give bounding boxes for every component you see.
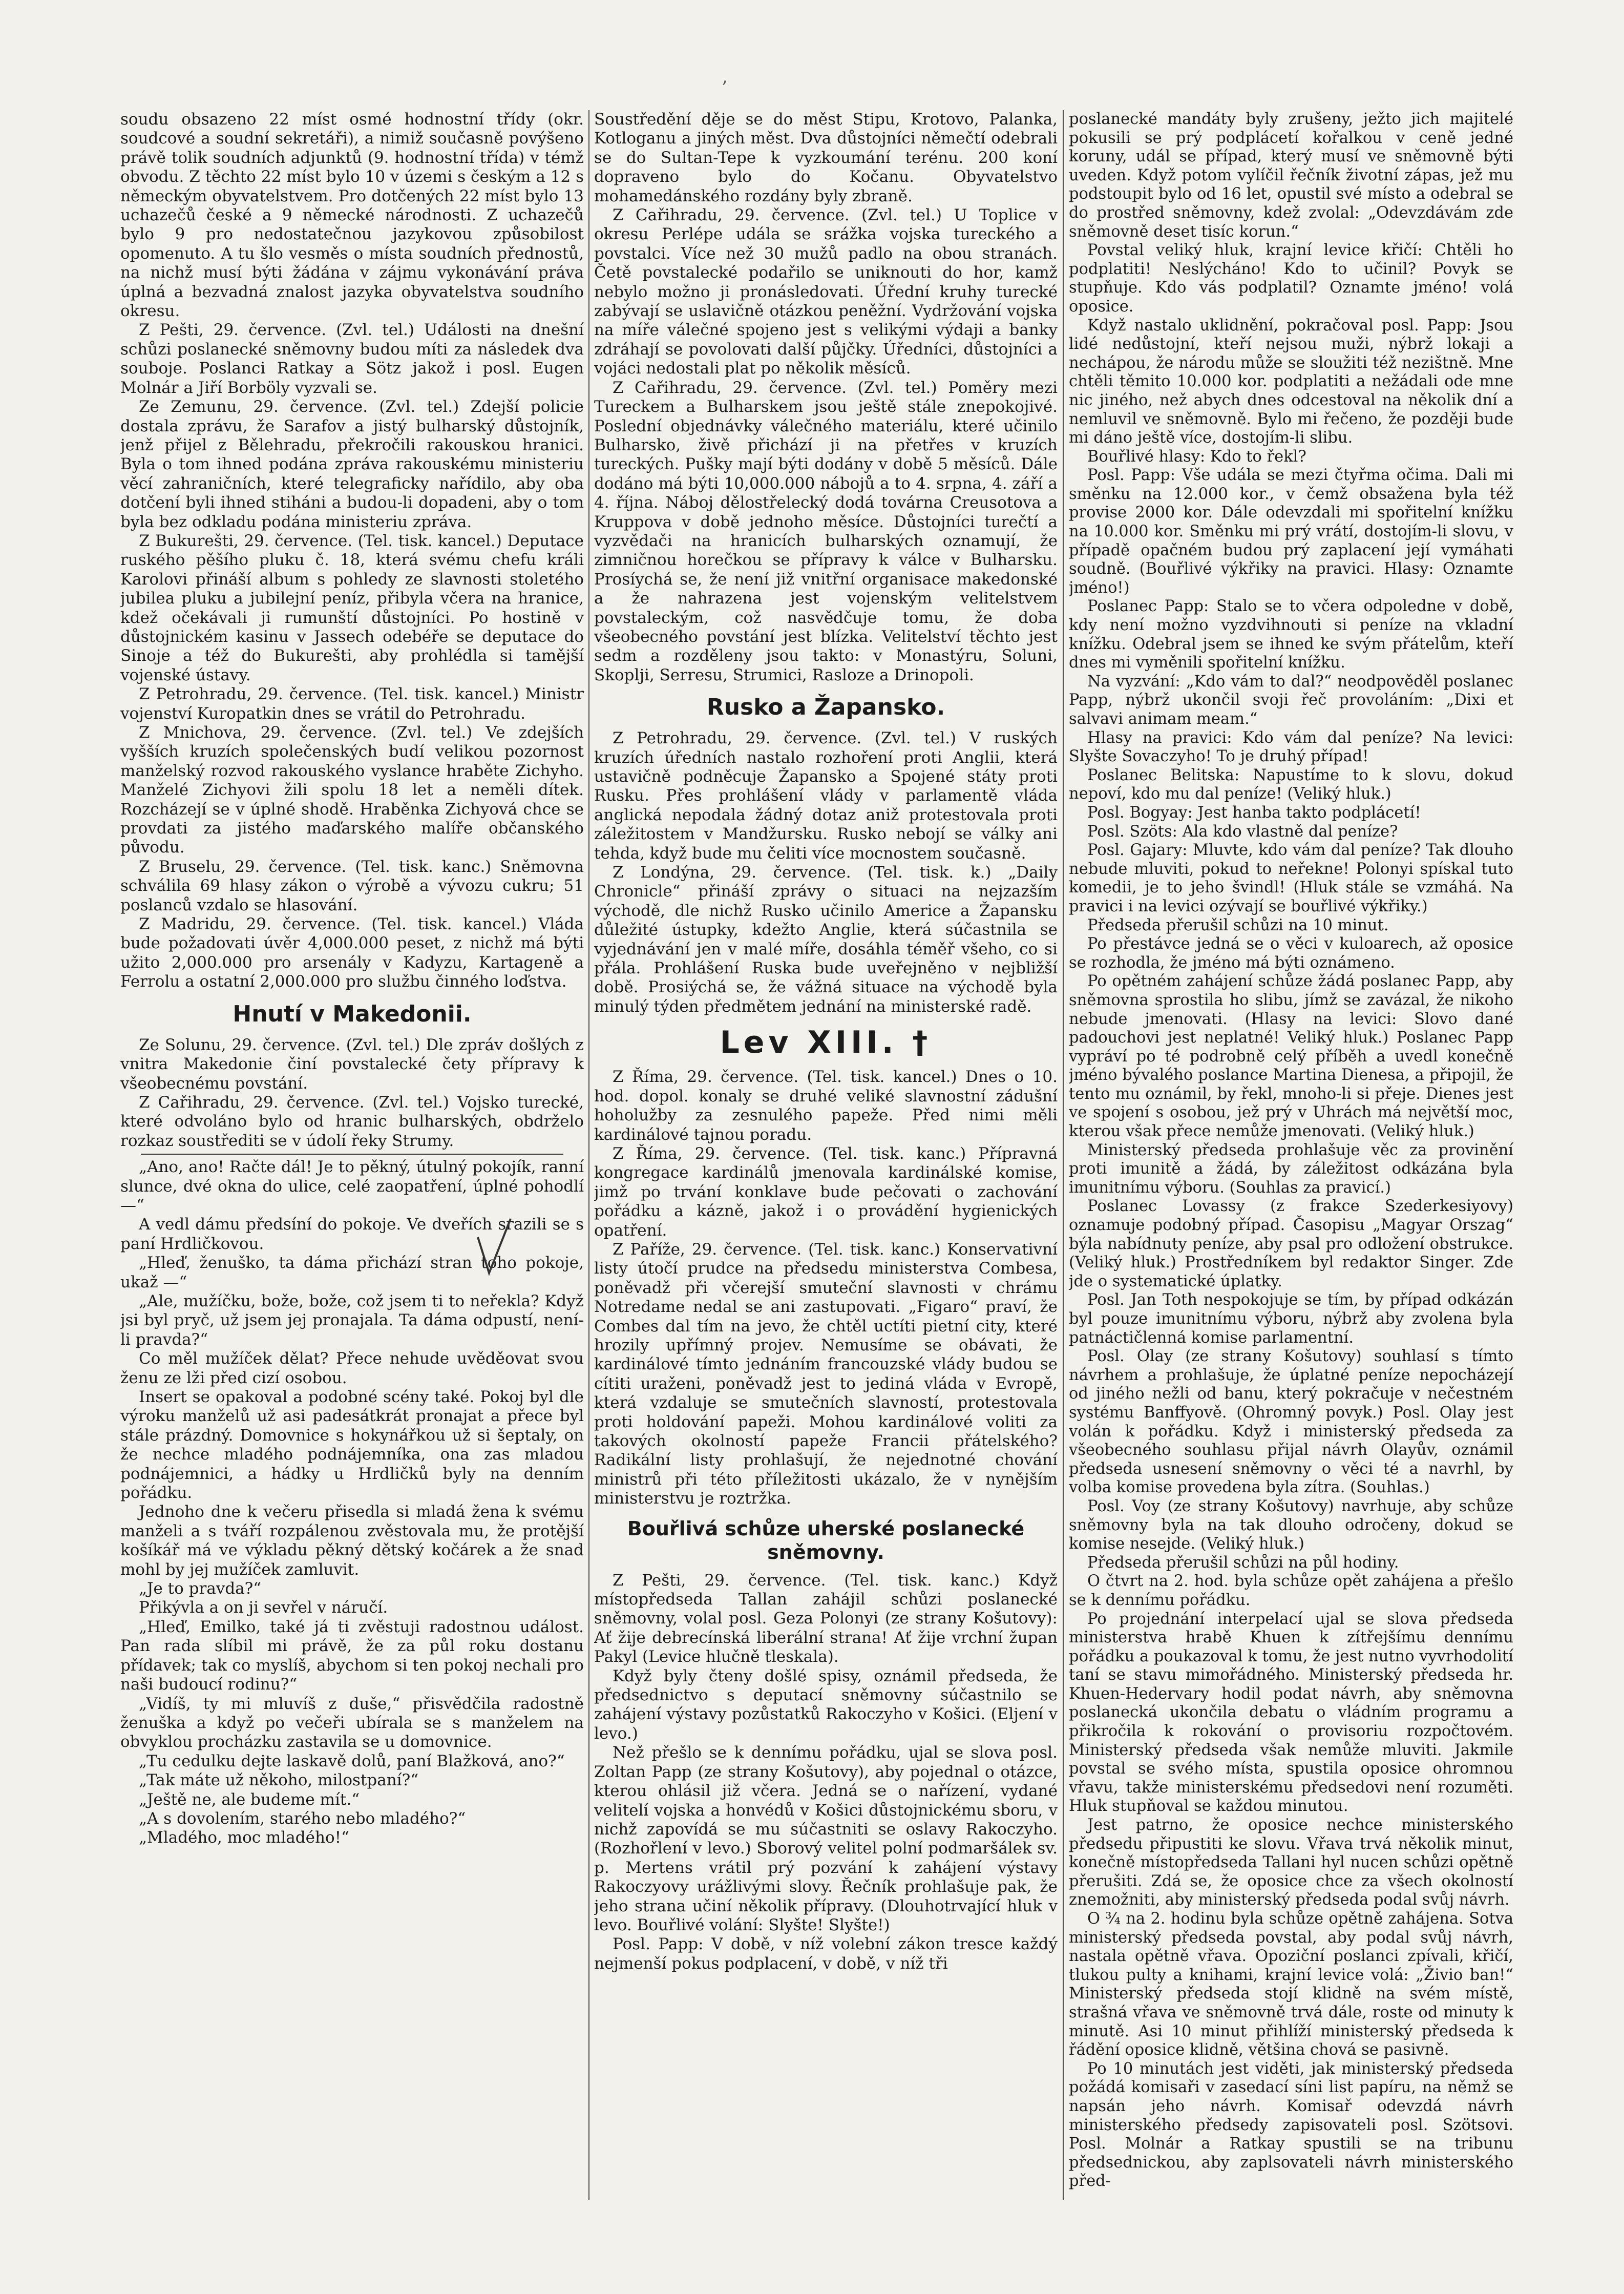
- news-item-mnichov: Z Mnichova, 29. července. (Zvl. tel.) Ve zdejších vyšších kruzích společenských budí velikou pozornost manželský rozvod rakouského vyslance hraběte Zichyho. Manželé Zichyovi žili spolu 18 let a neměli dítek. Rozcházejí se v úplné shodě. Hraběnka Zichyová chce se provdati za jistého maďarského malíře občanského původu.: [120, 723, 584, 857]
- feuilleton-paragraph: „Hleď, Emilko, také já ti zvěstuji radostnou událost. Pan rada slíbil mi právě, že za půl roku dostanu přídavek; tak co myslíš, abychom si ten pokoj nechali pro naši budoucí rodinu?“: [120, 1617, 584, 1694]
- news-item-pest: Z Pešti, 29. července. (Tel. tisk. kanc.) Když místopředseda Tallan zahájil schůzi poslanecké sněmovny, volal posl. Geza Polonyi (ze strany Košutovy): Ať žije debrecínská liberální strana! Ať žije vrchní župan Pakyl (Levice hlučně tleskala).: [594, 1571, 1058, 1666]
- article-paragraph: Po projednání interpelací ujal se slova předseda ministerstva hrabě Khuen k zítřejšímu dennímu pořádku a poukazoval k tomu, že jest nutno vyvrhodolití taní se stavu mimořádného. Ministerský předseda hr. Khuen-Hedervary hodil podat návrh, aby sněmovna poslanecká ukončila debatu o vládním programu a přikročila k rokování o provisoriu rozpočtovém. Ministerský předseda však nemůže mluviti. Jakmile povstal se svého místa, spustila oposice ohromnou vřavu, takže ministerskému předsedovi není rozuměti. Hluk stupňoval se každou minutou.: [1069, 1610, 1513, 1816]
- article-paragraph: Posl. Bogyay: Jest hanba takto podplácetí!: [1087, 803, 1421, 822]
- feuilleton-paragraph: „Tak máte už někoho, milostpaní?“: [139, 1771, 419, 1790]
- divider: [141, 1154, 563, 1155]
- article-paragraph: Po přestávce jedná se o věci v kuloarech, až oposice se rozhodla, že jméno má býti oznámeno.: [1069, 935, 1513, 972]
- section-heading-uherska: Bouřlivá schůze uherské poslanecké sněmovny.: [627, 1517, 1025, 1563]
- feuilleton-paragraph: „Mladého, moc mladého!“: [139, 1828, 349, 1847]
- feuilleton-paragraph: Insert se opakoval a podobné scény také. Pokoj byl dle výroku manželů už asi padesátkrát pronajat a přece byl stále prázdný. Domovnice s hokynářkou už si šeptaly, on že nechce mladého podnájemníka, ona zas mladou podnájemnici, a hádky u Hrdličků byly na denním pořádku.: [120, 1388, 584, 1503]
- newspaper-page: [120, 110, 1513, 2200]
- pencil-mark: ,: [722, 67, 728, 87]
- article-paragraph: Soustředění děje se do měst Stipu, Krotovo, Palanka, Kotloganu a jiných měst. Dva důstojníci němečtí odebrali se do Sultan-Tepe k vyzkoumání terénu. 200 koní dopraveno bylo do Kočanu. Obyvatelstvo mohamedánského rozdány byly zbraně.: [594, 110, 1058, 205]
- article-paragraph: Na vyzvání: „Kdo vám to dal?“ neodpověděl poslanec Papp, nýbrž ukončil svoji řeč provoláním: „Dixi et salvavi animam meam.“: [1069, 672, 1513, 728]
- column-rule: [1063, 110, 1064, 2200]
- article-paragraph: Posl. Olay (ze strany Košutovy) souhlasí s tímto návrhem a prohlašuje, že úplatné peníze nepocházejí od jiného nežli od banu, který pokračuje v nečestném systému Banffyově. (Ohromný povyk.) Posl. Olay jest volán k pořádku. Když i ministerský předseda za všeobecného souhlasu přijal návrh Olayův, oznámil předseda usnesení sněmovny o věci té a navrhl, by volba komise provedena byla zítra. (Souhlas.): [1069, 1347, 1513, 1497]
- feuilleton-paragraph: „Vidíš, ty mi mluvíš z duše,“ přisvědčila radostně ženuška a když po večeři ubírala se s manželem na obvyklou procházku zastavila se u domovnice.: [120, 1694, 584, 1751]
- article-paragraph: Předseda přerušil schůzi na 10 minut.: [1087, 916, 1389, 934]
- feuilleton-paragraph: „Ano, ano! Račte dál! Je to pěkný, útulný pokojík, ranní slunce, dvé okna do ulice, celé zaopatření, úplné pohodlí —“: [120, 1158, 584, 1215]
- section-heading-makedonie: Hnutí v Makedonii.: [233, 1000, 472, 1027]
- article-paragraph: poslanecké mandáty byly zrušeny, ježto jich majitelé pokusili se prý podplácetí kořalkou v ceně jedné koruny, udál se případ, který musí ve sněmovně býti uveden. Když potom vylíčil řečník životní zápas, jež mu podstoupit bylo od 16 let, opustil své místo a odebral se do prostřed sněmovny, kdež zvolal: „Odevzdávám zde sněmovně deset tisíc korun.“: [1069, 110, 1513, 241]
- article-paragraph: Posl. Gajary: Mluvte, kdo vám dal peníze? Tak dlouho nebude mluviti, pokud to neřekne! Polonyi spískal tuto komedii, je to jeho švindl! (Hluk stále se vzmáhá. Na pravici i na levici ozývají se bouřlivé výkřiky.): [1069, 841, 1513, 915]
- news-item-rim: Z Říma, 29. července. (Tel. tisk. kanc.) Přípravná kongregace kardinálů jmenovala kardinálské komise, jimž po trvání konklave bude pečovati o zachování pořádku a kázně, jakož i o provádění hygienických opatření.: [594, 1144, 1058, 1240]
- article-paragraph: Posl. Papp: V době, v níž volební zákon tresce každý nejmenší pokus podplacení, v době, v níž tři: [594, 1935, 1058, 1973]
- news-item-pest: Z Pešti, 29. července. (Zvl. tel.) Události na dnešní schůzi poslanecké sněmovny budou míti za následek dva souboje. Poslanci Ratkay a Sötz jakož i posl. Eugen Molnár a Jiří Borböly vyzvali se.: [120, 321, 584, 397]
- article-paragraph: Ministerský předseda prohlašuje věc za provinění proti imunitě a žádá, by záležitost odkázána byla imunitnímu výboru. (Souhlas za pravicí.): [1069, 1141, 1513, 1197]
- article-paragraph: Posl. Voy (ze strany Košutovy) navrhuje, aby schůze sněmovny byla na tak dlouho odročeny, dokud se komise nesejde. (Veliký hluk.): [1069, 1497, 1513, 1553]
- news-item-rim: Z Říma, 29. července. (Tel. tisk. kancel.) Dnes o 10. hod. dopol. konaly se druhé veliké slavnostní zádušní hoholužby za zesnulého papeže. Před nimi měli kardinálové tajnou poradu.: [594, 1068, 1058, 1144]
- feuilleton-paragraph: Co měl mužíček dělat? Přece nehude uvěděovat svou ženu ze lži před cizí osobou.: [120, 1349, 584, 1387]
- article-paragraph: Posl. Szöts: Ala kdo vlastně dal peníze?: [1087, 822, 1398, 841]
- feuilleton-paragraph: „Je to pravda?“: [139, 1579, 262, 1598]
- article-paragraph: Když byly čteny došlé spisy, oznámil předseda, že předsednictvo s deputací sněmovny súčastnilo se zahájení výstavy pozůstatků Rakoczyho v Košici. (Eljení v levo.): [594, 1666, 1058, 1743]
- article-paragraph: Po opětném zahájení schůze žádá poslanec Papp, aby sněmovna sprostila ho slibu, jímž se zavázal, že nikoho nebude jmenovati. (Hlasy na levici: Slovo dané padouchovi jest neplatné! Veliký hluk.) Poslanec Papp vypráví po té podrobně celý příběh a uvedl konečně jméno bývalého poslance Martina Dienesa, a připojil, že tento mu oznámil, by řekl, mnoho-li si přeje. Dienes jest ve spojení s osobou, jež prý v Uhrách má největší moc, kterou však přece nemůže jmenovati. (Veliký hluk.): [1069, 972, 1513, 1141]
- article-paragraph: O ¾ na 2. hodinu byla schůze opětně zahájena. Sotva ministerský předseda povstal, aby podal svůj návrh, nastala opětně vřava. Opoziční poslanci zpívali, křičí, tlukou pulty a knihami, krajní levice volá: „Živio ban!“ Ministerský předseda stojí klidně na svém místě, strašná vřava ve sněmovně trvá dále, roste od minuty k minutě. Asi 10 minut přihlíží ministerský předseda k řádění oposice klidně, většina chová se pasivně.: [1069, 1910, 1513, 2059]
- article-paragraph: Předseda přerušil schůzi na půl hodiny.: [1087, 1553, 1399, 1572]
- article-paragraph: Hlasy na pravici: Kdo vám dal peníze? Na levici: Slyšte Sovaczyho! To je druhý případ!: [1069, 728, 1513, 766]
- news-item-petrohrad: Z Petrohradu, 29. července. (Tel. tisk. kancel.) Ministr vojenství Kuropatkin dnes se vrátil do Petrohradu.: [120, 685, 584, 723]
- article-paragraph: O čtvrt na 2. hod. byla schůze opět zahájena a přešlo se k dennímu pořádku.: [1069, 1572, 1513, 1609]
- article-paragraph: Poslanec Lovassy (z frakce Szederkesiyovy) oznamuje podobný případ. Časopisu „Magyar Orszag“ býla nabídnuty peníze, aby psal pro odložení obstrukce. (Veliký hluk.) Prostředníkem byl redaktor Singer. Zde jde o systematické úplatky.: [1069, 1197, 1513, 1290]
- feuilleton-paragraph: A vedl dámu předsíní do pokoje. Ve dveřích srazili se s paní Hrdličkovou.: [120, 1215, 584, 1253]
- feuilleton-paragraph: Přikývla a on ji sevřel v náručí.: [139, 1598, 388, 1617]
- column-rule: [588, 110, 589, 2200]
- pencil-check-mark: [474, 1217, 515, 1278]
- column-2: [594, 110, 1058, 2200]
- feuilleton-paragraph: „Tu cedulku dejte laskavě dolů, paní Blažková, ano?“: [139, 1751, 565, 1770]
- news-item-solun: Ze Solunu, 29. července. (Zvl. tel.) Dle zpráv došlých z vnitra Makedonie činí povstalecké čety přípravy k všeobecnému povstání.: [120, 1035, 584, 1093]
- article-paragraph: Když nastalo uklidnění, pokračoval posl. Papp: Jsou lidé nedůstojní, kteří nejsou muži, nýbrž lokaji a nechápou, že národu může se sloužiti též nezištně. Mne chtěli těmito 10.000 kor. podplatiti a nežádali ode mne nic jiného, než abych dnes odcestoval na několik dní a nemluvil ve sněmovně. Bylo mi řečeno, že později bude mi dáno ještě více, dostojím-li slibu.: [1069, 316, 1513, 447]
- article-paragraph: Jest patrno, že oposice nechce ministerského předsedu připustiti ke slovu. Vřava trvá několik minut, konečně místopředseda Tallani hyl nucen schůzi opětně přerušiti. Zdá se, že oposice chce za všech okolností znemožniti, aby ministerský předseda podal svůj návrh.: [1069, 1816, 1513, 1909]
- article-paragraph: Povstal veliký hluk, krajní levice křičí: Chtěli ho podplatiti! Neslýcháno! Kdo to učinil? Povyk se stupňuje. Kdo vás podplatil? Oznamte jméno! volá oposice.: [1069, 241, 1513, 316]
- news-item-bukurest: Z Bukurešti, 29. července. (Tel. tisk. kancel.) Deputace ruského pěšího pluku č. 18, která svému chefu králi Karolovi přináší album s pohledy ze slavnosti stoletého jubilea pluku a jubilejní peníz, přibyla včera na hranice, kdež očekávali ji rumunští důstojníci. Po hostině v důstojnickém kasinu v Jassech odebéře se deputace do Sinoje a též do Bukurešti, aby prohlédla si tamější vojenské ústavy.: [120, 531, 584, 684]
- news-item-madrid: Z Madridu, 29. července. (Tel. tisk. kancel.) Vláda bude požadovati úvěr 4,000.000 peset, z nichž má býti užito 2,000.000 pro arsenály v Kadyzu, Kartageně a Ferrolu a ostatní 2,000.000 pro službu činného loďstva.: [120, 915, 584, 991]
- article-paragraph: Posl. Papp: Vše udála se mezi čtyřma očima. Dali mi směnku na 12.000 kor., v čemž obsažena byla též provise 2000 kor. Dále odevzdali mi spořitelní knížku na 10.000 kor. Směnku mi prý vrátí, dostojím-li slovu, v případě opačném budou prý zaplacení její vymáhati soudně. (Bouřlivé výkřiky na pravici. Hlasy: Oznamte jméno!): [1069, 466, 1513, 597]
- news-item-carihrad: Z Cařihradu, 29. července. (Zvl. tel.) U Toplice v okresu Perlépe udála se srážka vojska tureckého a povstalci. Více než 30 mužů padlo na obou stranách. Četě povstalecké podařilo se uniknouti do hor, kamž nebylo možno ji pronásledovati. Úřední kruhy turecké zabývají se uslavičně otázkou peněžní. Vydržování vojska na míře válečné spojeno jest s velikými výdaji a banky zdráhají se povolovati další půjčky. Úředníci, důstojníci a vojáci nedostali plat po několik měsíců.: [594, 206, 1058, 378]
- feuilleton-paragraph: „Ale, mužíčku, bože, bože, což jsem ti to neřekla? Když jsi byl pryč, už jsem jej pronajala. Ta dáma odpustí, není-li pravda?“: [120, 1291, 584, 1349]
- feuilleton-paragraph: Jednoho dne k večeru přisedla si mladá žena k svému manželi a s tváří rozpálenou zvěstovala mu, že protější košíkář má ve výkladu pěkný dětský kočárek a že snad mohl by jej mužíček zamluvit.: [120, 1503, 584, 1579]
- feuilleton-paragraph: „Hleď, ženuško, ta dáma přichází stran toho pokoje, ukaž —“: [120, 1254, 584, 1291]
- section-heading-lev: Lev XIII. †: [720, 1025, 932, 1061]
- article-paragraph: Poslanec Belitska: Napustíme to k slovu, dokud nepoví, kdo mu dal peníze! (Veliký hluk.): [1069, 766, 1513, 803]
- feuilleton-paragraph: „Ještě ne, ale budeme mít.“: [139, 1790, 360, 1809]
- article-paragraph: Než přešlo se k dennímu pořádku, ujal se slova posl. Zoltan Papp (ze strany Košutovy), aby pojednal o otázce, kterou ohlásil již včera. Jedná se o nařízení, vydané velitelí vojska a honvédů v Košici důstojnickému sboru, v nichž zapovídá se mu súčastniti se oslavy Rakoczyho. (Rozhořlení v levo.) Sborový velitel polní podmaršálek sv. p. Mertens vrátil prý pozvání k zahájení výstavy Rakoczyovy urážlivými slovy. Řečník prohlašuje pak, že jeho strana učiní několik přípravy. (Dlouhotrvající hluk v levo. Bouřlivé volání: Slyšte! Slyšte!): [594, 1743, 1058, 1934]
- column-1: [120, 110, 584, 2200]
- article-paragraph: Poslanec Papp: Stalo se to včera odpoledne v době, kdy není možno vyzdvihnouti si peníze na vkladní knížku. Odebral jsem se ihned ke svým přátelům, kteří dnes mi vyměnili spořitelní knížku.: [1069, 597, 1513, 672]
- feuilleton-paragraph: „A s dovolením, starého nebo mladého?“: [139, 1809, 466, 1828]
- news-item-carihrad: Z Cařihradu, 29. července. (Zvl. tel.) Poměry mezi Tureckem a Bulharskem jsou ještě stále znepokojivé. Poslední objednávky válečného materiálu, které učinilo Bulharsko, živě přichází ji na přetřes v kruzích tureckých. Pušky mají býti dodány v době 5 měsíců. Dále dodáno má býti 10,000.000 nábojů a to 4. srpna, 4. září a 4. října. Náboj dělostřelecký dodá továrna Creusotova a Kruppova v době jednoho měsíce. Důstojníci turečtí a vyzvědači na hranicích bulharských oznamují, že zimničnou horečkou se přípravy k válce v Bulharsku. Prosíychá se, že není již vnitřní organisace makedonské a že nahrazena jest vojenským velitelstvem povstaleckým, což nasvědčuje tomu, že doba všeobecného povstání jest blízka. Velitelství těchto jest sedm a rozděleny jsou takto: v Monastýru, Soluni, Skoplji, Serresu, Strumici, Rasloze a Drinopoli.: [594, 378, 1058, 684]
- news-item-petrohrad: Z Petrohradu, 29. července. (Zvl. tel.) V ruských kruzích úředních nastalo rozhoření proti Anglii, která ustavičně podněcuje Žapansko a Spojené státy proti Rusku. Přes prohlášení vlády v parlamentě vláda anglická nepodala žádný dotaz aniž protestovala proti záležitostem v Mandžursku. Rusko nebojí se války ani tehda, když bude mu čeliti více mocnostem současně.: [594, 729, 1058, 863]
- article-paragraph: soudu obsazeno 22 míst osmé hodnostní třídy (okr. soudcové a soudní sekretáři), a nimiž současně povýšeno právě tolik soudních adjunktů (9. hodnostní třída) v témž obvodu. Z těchto 22 míst bylo 10 v územi s českým a 12 s německým obyvatelstvem. Pro dotčených 22 míst bylo 13 uchazečů české a 9 německé národnosti. Z uchazečů bylo 9 pro nedostatečnou jazykovou způsobilost opomenuto. A tu šlo vesměs o místa soudních přednostů, na nichž musí býti žádána v zájmu vykonávání práva úplná a bezvadná znalost jazyka obyvatelstva soudního okresu.: [120, 110, 584, 321]
- news-item-londyn: Z Londýna, 29. července. (Tel. tisk. k.) „Daily Chronicle“ přináší zprávy o situaci na nejzazším východě, dle nichž Rusko učinilo Americe a Žapansku důležité ústupky, kdežto Anglie, která súčastnila se vyjednávání jen v malé míře, dosáhla téměř všeho, co si přála. Prohlášení Ruska bude uveřejněno v nejbližší době. Prosiýchá se, že vážná situace na východě byla minulý týden předmětem jednání na ministerské radě.: [594, 863, 1058, 1016]
- article-paragraph: Po 10 minutách jest viděti, jak ministerský předseda požádá komisaři v zasedací síni list papíru, na němž se napsán jeho návrh. Komisař odevzdá návrh ministerského předsedy zapisovateli posl. Szötsovi. Posl. Molnár a Ratkay spustili se na tribunu předsednickou, aby zaplsovateli návrh ministerského před-: [1069, 2059, 1513, 2191]
- article-paragraph: Posl. Jan Toth nespokojuje se tím, by případ odkázán byl pouze imunitnímu výboru, nýbrž aby zvolena byla patnáctičlenná komise parlamentní.: [1069, 1291, 1513, 1347]
- news-item-zemun: Ze Zemunu, 29. července. (Zvl. tel.) Zdejší policie dostala zprávu, že Sarafov a jistý bulharský důstojník, jenž přijel z Bělehradu, překročili rakouskou hranici. Byla o tom ihned podána zpráva rakouskému ministeriu věcí zahraničních, které telegraficky nařídilo, aby oba dotčení byli ihned stiháni a budou-li dopadeni, aby o tom byla bez odkladu podána ministeriu zpráva.: [120, 398, 584, 531]
- section-heading-rusko: Rusko a Žapansko.: [706, 694, 945, 721]
- news-item-pariz: Z Paříže, 29. července. (Tel. tisk. kanc.) Konservativní listy útočí prudce na předsedu ministerstva Combesa, poněvadž při včerejší smuteční slavnosti v chrámu Notredame nedal se ani zastupovati. „Figaro“ praví, že Combes dal tím na jevo, že chtěl uctíti pietní city, které hrozily upřímný projev. Nemusíme se obávati, že kardinálové tímto jednáním francouzské vlády budou se cítiti uraženi, poněvadž jest to jediná vláda v Evropě, která vzdaluje se smutečních slavností, protestovala proti holdování papeži. Mohou kardinálové voliti za takových okolností papeže Francii přátelského? Radikální listy prohlašují, že nejednotné chování ministrů při této příležitosti ukázalo, že v nynějším ministerstvu je roztržka.: [594, 1240, 1058, 1508]
- news-item-brusel: Z Bruselu, 29. července. (Tel. tisk. kanc.) Sněmovna schválila 69 hlasy zákon o výrobě a vývozu cukru; 51 poslanců vzdalo se hlasování.: [120, 857, 584, 914]
- article-paragraph: Bouřlivé hlasy: Kdo to řekl?: [1087, 447, 1306, 466]
- column-3: [1069, 110, 1513, 2200]
- news-item-carihrad: Z Cařihradu, 29. července. (Zvl. tel.) Vojsko turecké, které odvoláno bylo od hranic bulharských, obdrželo rozkaz soustřediti se v údolí řeky Strumy.: [120, 1093, 584, 1150]
